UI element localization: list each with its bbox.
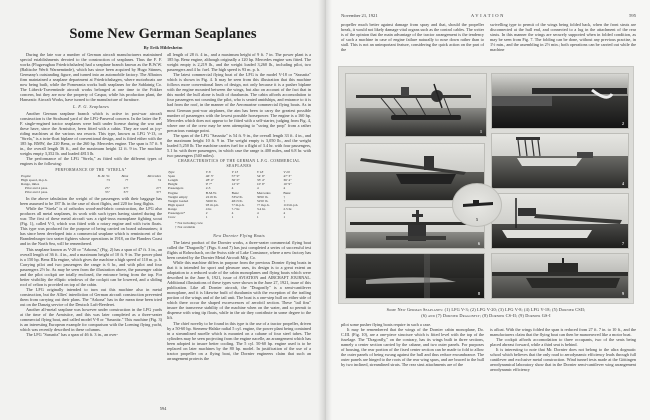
table-cell: 36' 0" [231,178,240,183]
table-cell: 3.4 hr. [256,206,266,211]
table-cell: 5250 lb. [256,198,269,203]
left-column-2 [167,52,311,361]
photo-fig-4 [491,133,629,189]
paragraph: The latest product of the Dornier works, a three-seater commercial flying boat called the "Dragonfly" (Figs. 6 and 7) has just completed a series of successful test flights at Rohrschach, on the Swiss side of Lake Constance, where a new factory has been created by the Dornier Metal Aircraft Mfg. Co. [167,239,311,260]
figure-number: 8 [478,291,480,296]
table-cell: 33' 4" [256,178,266,183]
table-cell: 3?? [104,189,110,194]
table-cell: 4813 lb. [231,198,244,203]
table-cell: 4 hr. [205,206,212,211]
table-cell: Benz [283,190,291,195]
table-header: Engine [21,173,31,178]
table-cell: 3?? [156,189,161,194]
paragraph: pilot some pusher flying boats require in such a case. [341,322,432,327]
table-header: B. M. W. [97,173,110,178]
right-top-column-2 [490,22,636,58]
table-header: V 8 [205,170,211,175]
table-cell: 57' 9" [231,174,240,179]
table-cell: 54' 9" [256,174,266,179]
photo-plate [338,66,634,304]
table-cell: ?.? hr. [231,206,241,211]
table-cell: Range [168,206,177,211]
paragraph: The LFG originally intended to turn out this machine also in metal construction, but the Allies' interdiction of German aircraft construction prevented them from carrying out their plans. The "Arkona" has in the mean time been tried out on the Danzig service of the Deutsch Luft-Reederei. [20,286,162,308]
table-cell: 10' 9" [256,182,266,187]
table-cell: Range, miles [21,181,40,186]
table-header: V 18 [256,170,264,175]
figure-number: 4 [622,181,624,186]
photo-fig-5 [452,183,502,227]
table-cell: Height [168,182,178,187]
table-cell: 2.5 hr. [283,206,293,211]
page-number-left: 594 [159,406,167,411]
intro-paragraph: During the late war a number of German aircraft manufacturers maintained special establishments devoted to the construction of seaplanes. Thus the F. F. works (Flugzeugbau Friedrichshafen) had a seaplane branch known as the B.W.W. (Baltische Werft Warnemünde), which has since been acquired by Hugo Stinnes, Germany's outstanding figure, and turned into an automobile factory. The Albatros firm maintained a seaplane department at Friedrichshagen, where motorboats are now being built, while the Pomerania works built seaplanes for the Sablatnig Co. The Lübeck-Travemünde aircraft works belonged at one time to the Fokker concern, but they are now the property of Caspar, while his production plant, the Hanseatic Aircraft Works, have turned to the manufacture of furniture. [20,52,162,103]
seaplane-icon [492,194,629,249]
table-cell: 110 m.p.h. [283,202,299,207]
paragraph: The latest commercial flying boat of the LFG is the model V-18 or "Sassnitz" which is shown in Fig. 4. It may be seen from this illustration that this machine follows more conventional lines of design, not only because it is a pusher biplane with the engine mounted between the wings, but also on account of the fact that in this model the hull alone is built of duralumin. The cabin affords accomodation to four passengers not counting the pilot, who is seated amidships, and entrance to it is had from the roof, in the manner of the Aeromarine commercial flying boats. As in most German post-war airplanes, the aim has been to carry the greatest possible number of passengers with the lowest possible horsepower. The engine is a 160 hp. Mercedes which does not appear to be fitted with a self-starter, judging from Fig. 4, where one of the crew may be seen attempting to "swing the prop" from a rather precarious vantage point. [167,72,311,133]
paragraph: Another all-metal seaplane was however under construction in the LFG yards at the time of the Armistice, and this was later completed as a three-seater commercial flying boat, and called model V-8 or "Sassnitz." This machine (Fig. 3) is an interesting European example for comparison with the Loening flying yacht, which was recently described in these columns. [20,307,162,333]
table-cell: 2-3 [205,186,211,191]
table-cell: 2?? [156,185,161,190]
table-cell: 4 [231,186,234,191]
seaplane-icon [346,254,485,299]
table-cell: † [283,198,286,203]
photo-fig-2 [491,73,629,129]
photo-fig-9 [491,253,629,299]
table-cell: 9' 7" [205,182,213,187]
table-cell: Length [168,178,178,183]
paragraph: It is interesting to note that Mr. Dornier does not belong to the ultra dogmatic school which believes that the only road to aerodynamic efficiency leads through full cantilever and exclusive metal construction. Wind tunnel tests made at the Göttingen aerodynamical laboratory show that in the Dornier semi-cantilever wing arrangement aerodynamic efficiency [490,347,636,373]
footnote: † Not available [175,225,196,230]
table-header: V 13 [231,170,239,175]
table-cell: 4 [283,211,286,216]
table-cell: 2?? [104,185,110,190]
figure-number: 2 [622,121,624,126]
table-row [20,190,162,194]
paragraph: The LFG "Sassnitz" has a span of 46 ft. 3 in., an over- [26,332,119,338]
table-cell: 4 [256,186,259,191]
table-cell: Weight empty [168,194,188,199]
table-header: Mercedes [147,173,161,178]
caption-line: Some New German Seaplanes: (1) LFG V-3; (2) LFG V-20; (3) LFG V-8; (4) LFG V-18; (5) Dornier CSII; [386,307,586,312]
issue-date: November 21, 1921 [341,13,378,18]
section-heading-lfg: L. F. G. Seaplanes [72,104,110,110]
characteristics-table [167,170,311,219]
paragraph: all length of 28 ft. 4 in., and a maximum height of 9 ft. 7 in. The power plant is a 185 hp. Benz engine, although originally a 120 hp. Mercedes engine was fitted. The weight empty is 2,219 lb., and the weight loaded 3,260 lb., including pilot, two passengers and 4 hr. fuel. The high speed is 93 m. p. h. [167,52,311,73]
paragraph: The performance of the LFG "Strela," as fitted with the different types of engines is the following: [20,156,162,167]
table-cell: Crew [168,215,176,220]
table-row [167,215,311,219]
table-cell: 12' 9" [231,182,240,187]
table-cell: Passengers [168,186,184,191]
gutter-shadow [318,0,326,420]
table-caption: PERFORMANCE OF THE "STRELA" [55,167,127,172]
byline: By Erik Hildesheim [143,45,183,50]
table-cell: Benz [231,190,239,195]
photo-fig-1 [345,73,487,137]
paragraph: The cockpit affords accomodation to three occupants, two of the seats being placed abreast forward, while a third seat is behind. [490,337,636,348]
table-cell: 1 [231,215,234,220]
table-cell: ?4 [157,177,161,182]
performance-table [20,174,162,194]
table-caption: CHARACTERISTICS OF THE GERMAN L.F.G. COMMERCIAL [177,158,301,163]
gutter-shadow [326,0,332,420]
table-cell: Passengers* [168,211,186,216]
right-page [326,0,650,420]
table-cell: 3352 lb. [231,194,244,199]
table-cell: Span [168,174,175,179]
table-cell: High speed, m.p.h. [21,177,48,182]
table-header: V 20 [283,170,290,175]
right-bottom-column-2 [490,327,636,397]
figure-number: 7 [622,241,624,246]
figure-caption [338,307,634,318]
table-cell: 47' 3" [283,174,292,179]
paragraph: The chief novelty to be found in this type is the use of a tractor propeller, driven by a 50-60 hp. Siemens-Halske radial 5 cyl. engine, the power plant being contained in a streamlined nacelle which is mounted on a cabane of four steel tubes. The cylinders may be seen projecting from the engine nacelle, an arrangement which has been adopted to insure better cooling. The 5 cyl. 50-60 hp. engine used is to be replaced on later machines by the 80 hp. model. In justification of the use of a tractor propeller on a flying boat, the Dornier engineers claim that such an arrangement protects the [167,320,311,361]
table-cell: † [283,194,286,199]
table-cell: 4 [283,186,286,191]
table-cell: 2 [205,211,208,216]
table-cell: 36' 4" [283,178,292,183]
paragraph: While this machine differs in purpose from the previous Dornier flying boats in that it is intended for sport and pleasure uses, its design is to a great extent an adaptation to a reduced scale of the cabin monoplanes and flying boats which were described in the June 6, 1921, issue of AVIATION and AIRCRAFT JOURNAL. Additional illustrations of these types were shown in the June 27, 1921, issue of this publication. Like all Dornier aircraft, the "Dragonfly" is a semi-cantilever monoplane, and it is likewise built of duralumin with the exception of the trailing portion of the wings and of the tail unit. The boat is a one-step hull on either side of which there occur the shaped excrescences of aerofoil section. These "tail fins" insure the transverse stability of the machine when on the water, and so permit to dispense with wing tip floats, while in the air they contribute in some degree to the lift. [167,259,311,321]
paragraph: The span of the LFG "Sassnitz" is 54 ft. 9 in., the overall length 33 ft. 4 in., and the maximum height 10 ft. 9 in. The weight empty is 3,050 lb., and the weight loaded 5,250 lb. The machine carries fuel for a flight of 3.4 hr. with four passengers, 5.1 hr. with three passengers, in which case the range is 400 miles, and 6.8 hr. with two passengers (540 miles). [167,132,311,158]
table-caption: SEAPLANES [226,164,252,169]
table-cell: ?? m.p.h. [256,202,270,207]
table-cell: Pilot and 2 pass. [25,189,48,194]
table-cell: 1 [205,215,208,220]
table-cell: 46' 3" [205,174,214,179]
table-cell: 1 [283,215,286,220]
table-header: Benz [121,173,129,178]
section-heading-dornier: New Dornier Flying Boats [213,233,265,239]
article-title: Some New German Seaplanes [69,26,257,42]
table-cell: 1 [256,215,259,220]
table-cell: 2219 lb. [205,194,218,199]
table-cell: Pilot and 4 pass. [25,185,48,190]
figure-number: 9 [622,291,624,296]
table-cell: 3260 lb. [205,198,218,203]
paragraph: It may be remembered that the wings of the Dornier cabin monoplane, Do. C.III. (Fig. 10), are a one-piece structure which is fitted level with the top of the fuselage. The "Dragonfly," on the contrary, has its wings built in three sections, namely a center section carried by the cabane, and two outer panels. For purposes of housing, the rear portion of the fixed center section can be made to fold to allow the outer panels of being swung against the hull and thus reduce encumbrance. The outer panels are hinged to the roots of the rear wing spars, and are braced to the hull by two inclined, streamlined struts. The rear strut attachments are of the [341,327,484,368]
running-head [326,13,650,21]
left-column-1 [20,52,162,337]
table-cell: 2?? [123,185,129,190]
table-header: Type [168,170,175,175]
table-cell: Engine [168,190,178,195]
magazine-name: AVIATION [470,13,506,18]
table-cell: ?3 [106,177,110,182]
figure-number: 5 [476,217,478,222]
table-cell: 4 [256,211,259,216]
table-cell: 4 [231,211,234,216]
paragraph: swivelling type to permit of the wings being folded back, when the front struts are disconnected at the hull end, and connected to a lug in the attachment of the rear struts. In this manner the wings are securely supported when in folded condition, as may be seen from Fig. 7. The folding can be done, without any previous practise, in 1½ min., and the assembling in 2½ min.; both operations can be carried out while the machine [490,22,636,53]
paragraph: While the "Strela" is of orthodox wood-and-fabric construction, the LFG also produces all metal seaplanes, its work with such types having started during the war. The first of these metal aircraft was a rigid-truss monoplane fighting scout (Fig. 1), called V-3, which was fitted with a rotary engine and with twin floats. This type was produced for the purpose of being carried on board submarines; it has since been developed into a commercial seaplane which is reminiscent of the Brandenburger two seater fighters whose operations in 1918, on the Flanders Coast and in the North Sea, will be remembered. [20,206,162,247]
caption-line: (6) and (7) Dornier Dragonfly; (8) Dornier CS-II; (9) Dornier GS-I [421,312,551,318]
table-cell: ?7 [124,177,129,182]
table-cell: ?? m.p.h. [231,202,245,207]
table-cell: High speed [168,202,184,207]
table-cell: 3050 lb. [256,194,269,199]
table-cell: 93 m.p.h. [205,202,219,207]
seaplane-icon [492,134,629,189]
seaplane-icon [492,74,629,129]
paragraph: This seaplane known as V-20 or "Arkona," (Fig. 2) has a span of 47 ft. 3 in., an overall length of 36 ft. 4 in., and a maximum height of 10 ft. 9 in. The power plant is a 150 hp. Benz IIIa engine, which gives the machine a high speed of 110 m. p. h. Carrying pilot and two passengers the range is 6 hr., and with pilot and four passengers 2½ hr. As may be seen from the illustration above, the passenger cabin and the pilot cockpit are totally enclosed, the entrance being from the top. For better visibility the elliptic windows of the cockpit can be lowered, and a sliding roof of celion is provided on top of the cabin. [20,246,162,287]
photo-fig-7 [491,193,629,249]
figure-number: 1 [480,129,482,134]
table-cell: Weight loaded [168,198,189,203]
paragraph: Another German seaplane branch which is active in post-war aircraft construction is the Stralsund yard of the LFG-Parseval concern. In the latter the F. F. single-engined tractor seaplanes were built under license during the war and these have, since the Armistice, been fitted with a cabin. They are used as joy-riding machines at the various sea resorts. This type, known as LFG V-13, or "Strela," is a twin-float biplane of conventional design, and is fitted either with the 185 hp. BMW, the 220 Benz, or the 260 hp. Mercedes engine. The span is 57 ft. 9 in., the overall length 36 ft., and the maximum height 12 ft. 9 in. The machine weighs empty 3,352 lb. and loaded 4813 lb. [20,111,162,157]
seaplane-icon [346,74,487,137]
paragraph: In the above tabulation the weight of the passengers with their baggage has been assumed to be 187 lb. in the case of short flights, and 220 for long flights. [20,196,162,207]
table-cell: 28' 4" [205,178,214,183]
table-cell: 3?? [123,189,129,194]
table-cell: B.M.W. [205,190,217,195]
figure-number: 6 [478,241,480,246]
right-bottom-column-1 [341,322,484,392]
table-cell: 10' 9" [283,182,292,187]
page-number-right: 595 [629,13,636,18]
footnote: * Not including crew [175,221,203,226]
seaplane-icon [492,254,629,299]
table-cell: Mercedes [256,190,271,195]
right-top-column-1 [341,22,484,58]
paragraph: propeller much better against damage from spray and that, should the propeller break, it would not likely damage vital organs such as the control cables. The writer is of the opinion that the main advantage of the tractor arrangement is the tendency of such a machine in case of engine failure naturally to nose down rather than to stall. This is not an unimportant feature, considering the quick action on the part of the [341,22,484,53]
photo-fig-8 [345,253,485,299]
paragraph: is afloat. With the wings folded the span is reduced from 27 ft. 7 in. to 10 ft., and the manufacturers claim that the flying boat can then be manoeuvred like a motor boat. [490,327,636,338]
